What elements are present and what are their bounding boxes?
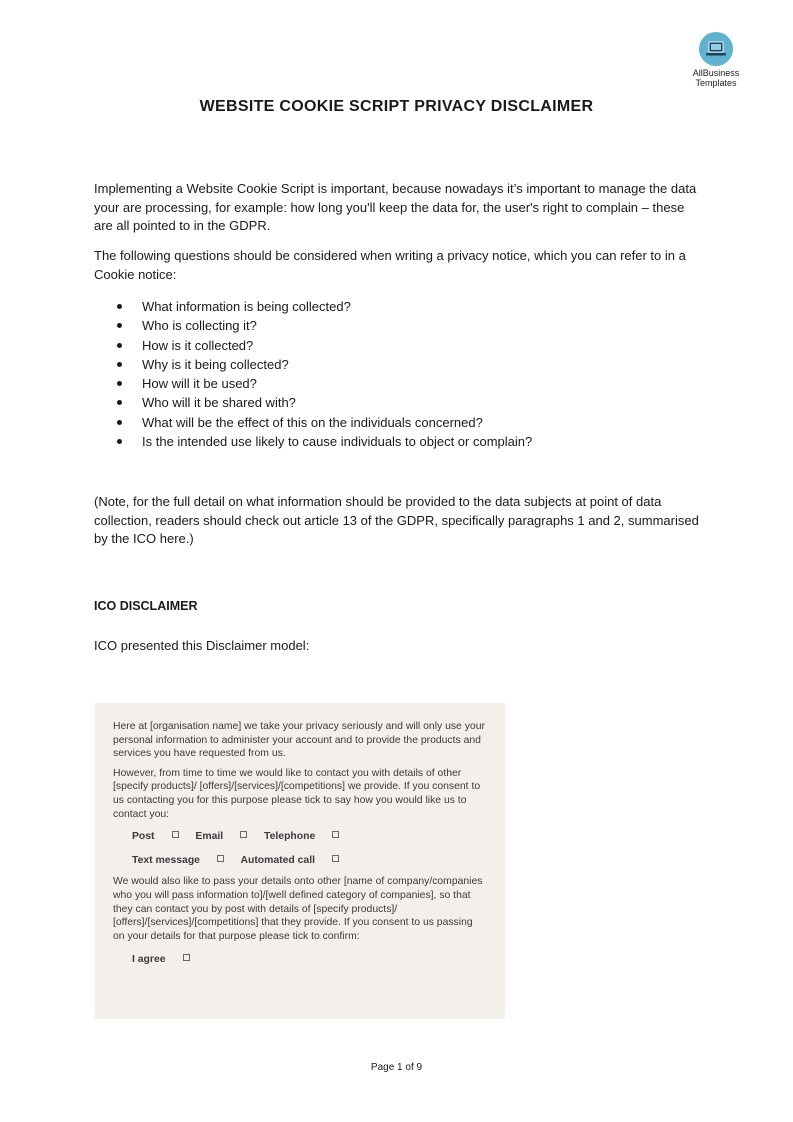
laptop-icon — [699, 32, 733, 66]
list-item: Who is collecting it? — [94, 316, 532, 335]
option-text-message — [132, 855, 224, 866]
list-item: What information is being collected? — [94, 297, 532, 316]
option-email-label: Email — [195, 831, 224, 843]
checkbox-icon — [183, 954, 190, 961]
disclaimer-model-image — [95, 703, 505, 1019]
logo-text — [684, 68, 748, 88]
option-email — [195, 831, 247, 842]
checkbox-icon — [332, 831, 339, 838]
list-item: Why is it being collected? — [94, 355, 532, 374]
option-telephone — [264, 831, 339, 842]
list-item: How is it collected? — [94, 336, 532, 355]
option-text-message-label: Text message — [132, 854, 200, 866]
section-intro: ICO presented this Disclaimer model: — [94, 638, 310, 653]
page-title: WEBSITE COOKIE SCRIPT PRIVACY DISCLAIMER — [199, 98, 594, 115]
contact-options-row-1 — [113, 830, 487, 844]
questions-list — [94, 297, 532, 451]
logo-line1: AllBusiness — [692, 68, 740, 78]
agree-label: I agree — [132, 954, 166, 966]
list-item: How will it be used? — [94, 374, 532, 393]
list-item: Who will it be shared with? — [94, 393, 532, 412]
allbusiness-logo — [684, 32, 748, 88]
contact-options-row-2 — [113, 854, 487, 868]
list-item: Is the intended use likely to cause individuals to object or complain? — [94, 432, 532, 451]
model-paragraph-2: However, from time to time we would like to contact you with details of other [specify products]/ [offers]/[services]/[competitions] we provide. If you consent to us contacting you for this purpose please tick to say how you would like us to contact you: — [113, 767, 481, 820]
note-paragraph: (Note, for the full detail on what information should be provided to the data subjects at point of data collection, readers should check out article 13 of the GDPR, specifically paragraphs 1 and 2, summarised by the ICO here.) — [94, 494, 699, 546]
questions-intro: The following questions should be considered when writing a privacy notice, which you can refer to in a Cookie notice: — [94, 248, 686, 282]
agree-option — [113, 953, 487, 967]
checkbox-icon — [217, 855, 224, 862]
checkbox-icon — [332, 855, 339, 862]
logo-line2: Templates — [695, 78, 737, 88]
option-post-label: Post — [132, 831, 155, 843]
option-telephone-label: Telephone — [264, 831, 316, 843]
option-automated-call-label: Automated call — [240, 854, 315, 866]
model-paragraph-3: We would also like to pass your details onto other [name of company/companies who you will pass information to]/[well defined category of companies], so that they can contact you by post with details of [specify products]/ [offers]/[services]/[competitions] that they provide. If you consent to us passing on your details for that purpose please tick to confirm: — [113, 876, 483, 942]
checkbox-icon — [240, 831, 247, 838]
option-automated-call — [240, 855, 338, 866]
checkbox-icon — [172, 831, 179, 838]
page-number: Page 1 of 9 — [370, 1062, 423, 1073]
list-item: What will be the effect of this on the individuals concerned? — [94, 413, 532, 432]
intro-paragraph: Implementing a Website Cookie Script is important, because nowadays it’s important to manage the data your are processing, for example: how long you'll keep the data for, the user's right to complain – these are all pointed to in the GDPR. — [94, 181, 697, 233]
option-post — [132, 831, 179, 842]
section-heading: ICO DISCLAIMER — [94, 599, 198, 613]
model-paragraph-1: Here at [organisation name] we take your privacy seriously and will only use your personal information to administer your account and to provide the products and services you have requested from us. — [113, 721, 485, 760]
